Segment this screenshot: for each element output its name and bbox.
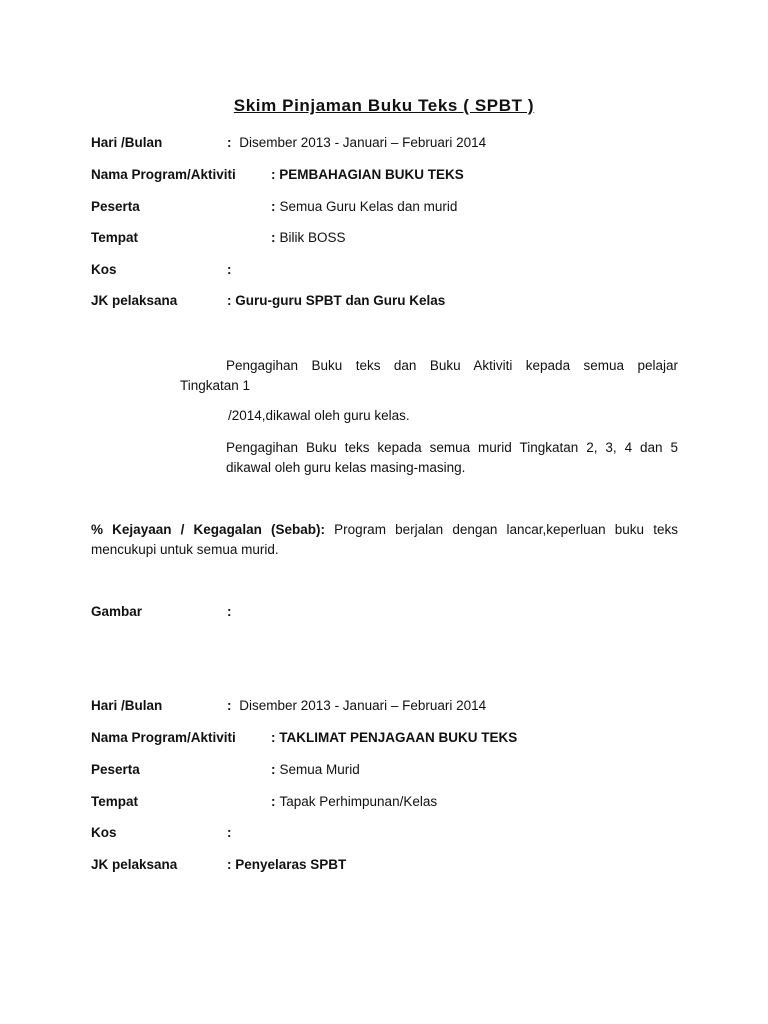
colon: :: [227, 262, 232, 277]
result-paragraph: [91, 520, 678, 560]
row-program-2: [91, 729, 681, 747]
para3-line2: dikawal oleh guru kelas masing-masing.: [226, 460, 466, 475]
row-hari-bulan: [91, 134, 681, 152]
colon: :: [227, 135, 232, 150]
label-tempat-2: Tempat: [91, 794, 139, 809]
label-jk-pelaksana-2: JK pelaksana: [91, 857, 178, 872]
row-kos-2: [91, 824, 681, 842]
result-line-2: mencukupi untuk semua murid.: [91, 542, 279, 557]
row-peserta-2: [91, 761, 681, 779]
colon: :: [271, 762, 276, 777]
row-program: [91, 166, 681, 184]
tempat-text: Bilik BOSS: [279, 230, 346, 245]
label-jk-pelaksana: JK pelaksana: [91, 293, 178, 308]
result-label: % Kejayaan / Kegagalan (Sebab):: [91, 522, 325, 537]
value-kos: [227, 261, 236, 279]
description-para-3: [226, 438, 678, 478]
row-tempat-2: [91, 793, 681, 811]
row-jk-pelaksana-2: [91, 856, 681, 874]
row-tempat: [91, 229, 681, 247]
colon: :: [227, 825, 232, 840]
value-hari-bulan: [227, 134, 486, 152]
value-jk-pelaksana: : Guru-guru SPBT dan Guru Kelas: [227, 293, 446, 308]
result-line-1: [91, 520, 678, 540]
value-jk-pelaksana-2: : Penyelaras SPBT: [227, 857, 347, 872]
label-program-2: Nama Program/Aktiviti: [91, 730, 236, 745]
row-jk-pelaksana: [91, 292, 681, 310]
colon: :: [227, 604, 232, 619]
colon: :: [271, 199, 276, 214]
colon: :: [271, 230, 276, 245]
value-peserta-2: [271, 761, 360, 779]
result-text-1: Program berjalan dengan lancar,keperluan buku teks: [334, 522, 678, 537]
value-tempat: [271, 229, 346, 247]
para3-line1: Pengagihan Buku teks kepada semua murid Tingkatan 2, 3, 4 dan 5: [226, 440, 678, 455]
row-gambar: [91, 603, 681, 621]
description-para-2: /2014,dikawal oleh guru kelas.: [228, 408, 410, 423]
peserta-2-text: Semua Murid: [279, 762, 360, 777]
value-kos-2: [227, 824, 236, 842]
label-gambar: Gambar: [91, 604, 143, 619]
para1-line1-text: Pengagihan Buku teks dan Buku Aktiviti kepada semua pelajar: [226, 358, 678, 373]
label-hari-bulan: Hari /Bulan: [91, 135, 163, 150]
row-peserta: [91, 198, 681, 216]
label-peserta: Peserta: [91, 199, 140, 214]
hari-bulan-text: Disember 2013 - Januari – Februari 2014: [239, 135, 487, 150]
label-kos: Kos: [91, 262, 117, 277]
value-program-2: : TAKLIMAT PENJAGAAN BUKU TEKS: [271, 730, 518, 745]
tempat-2-text: Tapak Perhimpunan/Kelas: [279, 794, 438, 809]
colon: :: [271, 794, 276, 809]
para1-line1: [180, 356, 678, 376]
value-peserta: [271, 198, 457, 216]
peserta-text: Semua Guru Kelas dan murid: [279, 199, 458, 214]
value-program: : PEMBAHAGIAN BUKU TEKS: [271, 167, 464, 182]
label-peserta-2: Peserta: [91, 762, 140, 777]
para1-line2: Tingkatan 1: [180, 378, 251, 393]
label-program: Nama Program/Aktiviti: [91, 167, 236, 182]
value-gambar: [227, 603, 236, 621]
description-para-1: [180, 356, 678, 396]
value-tempat-2: [271, 793, 437, 811]
value-hari-bulan-2: [227, 697, 486, 715]
row-hari-bulan-2: [91, 697, 681, 715]
row-kos: [91, 261, 681, 279]
label-hari-bulan-2: Hari /Bulan: [91, 698, 163, 713]
label-tempat: Tempat: [91, 230, 139, 245]
hari-bulan-2-text: Disember 2013 - Januari – Februari 2014: [239, 698, 487, 713]
colon: :: [227, 698, 232, 713]
document-title: Skim Pinjaman Buku Teks ( SPBT ): [233, 96, 535, 115]
label-kos-2: Kos: [91, 825, 117, 840]
